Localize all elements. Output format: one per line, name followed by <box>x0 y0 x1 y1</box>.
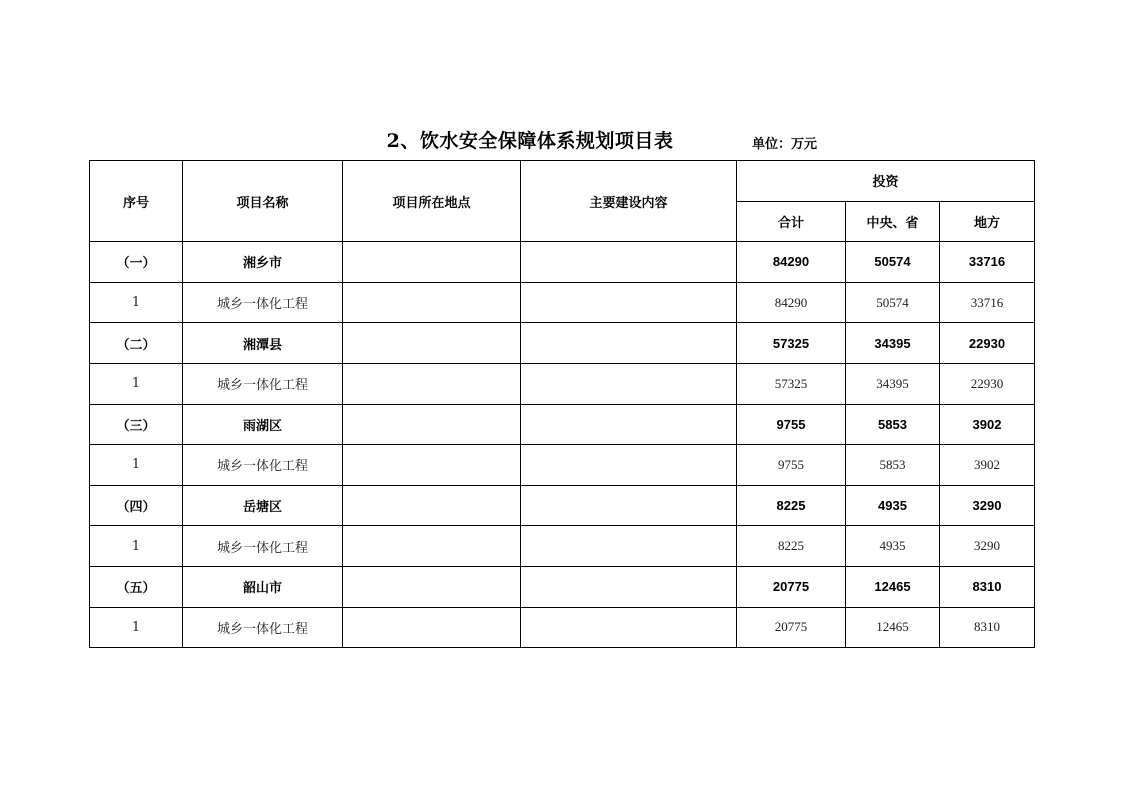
cell-local: 3902 <box>940 404 1035 445</box>
header-investment: 投资 <box>737 161 1035 202</box>
cell-content <box>521 566 737 607</box>
cell-content <box>521 485 737 526</box>
cell-central: 50574 <box>846 282 940 323</box>
cell-name: 湘乡市 <box>183 242 343 283</box>
cell-local: 22930 <box>940 363 1035 404</box>
table-row-group <box>90 242 1035 283</box>
cell-location <box>343 242 521 283</box>
cell-seq: 1 <box>90 282 183 323</box>
cell-location <box>343 485 521 526</box>
table-row-group <box>90 404 1035 445</box>
cell-total: 20775 <box>737 607 846 648</box>
table-row <box>90 363 1035 404</box>
cell-location <box>343 607 521 648</box>
cell-seq: 1 <box>90 445 183 486</box>
cell-local: 3290 <box>940 526 1035 567</box>
cell-central: 4935 <box>846 485 940 526</box>
cell-local: 22930 <box>940 323 1035 364</box>
cell-local: 3290 <box>940 485 1035 526</box>
header-content: 主要建设内容 <box>521 161 737 242</box>
cell-total: 9755 <box>737 404 846 445</box>
cell-seq: （三） <box>90 404 183 445</box>
table-row-group <box>90 323 1035 364</box>
cell-content <box>521 282 737 323</box>
table-header <box>90 161 1035 242</box>
cell-seq: 1 <box>90 363 183 404</box>
header-location: 项目所在地点 <box>343 161 521 242</box>
cell-content <box>521 242 737 283</box>
cell-local: 33716 <box>940 242 1035 283</box>
page-title: 2、饮水安全保障体系规划项目表 <box>386 130 674 152</box>
cell-total: 57325 <box>737 323 846 364</box>
cell-central: 4935 <box>846 526 940 567</box>
table-row <box>90 526 1035 567</box>
project-table <box>89 160 1035 648</box>
cell-central: 12465 <box>846 566 940 607</box>
cell-seq: 1 <box>90 607 183 648</box>
cell-central: 12465 <box>846 607 940 648</box>
cell-content <box>521 607 737 648</box>
cell-content <box>521 526 737 567</box>
cell-total: 84290 <box>737 282 846 323</box>
cell-content <box>521 363 737 404</box>
cell-content <box>521 323 737 364</box>
header-central: 中央、省 <box>846 201 940 242</box>
cell-location <box>343 445 521 486</box>
cell-central: 50574 <box>846 242 940 283</box>
cell-name: 城乡一体化工程 <box>183 445 343 486</box>
cell-content <box>521 404 737 445</box>
cell-name: 城乡一体化工程 <box>183 363 343 404</box>
cell-location <box>343 363 521 404</box>
cell-central: 5853 <box>846 445 940 486</box>
table-row-group <box>90 485 1035 526</box>
cell-total: 57325 <box>737 363 846 404</box>
cell-total: 8225 <box>737 526 846 567</box>
cell-location <box>343 526 521 567</box>
cell-central: 34395 <box>846 363 940 404</box>
cell-content <box>521 445 737 486</box>
header-local: 地方 <box>940 201 1035 242</box>
cell-name: 湘潭县 <box>183 323 343 364</box>
cell-seq: （四） <box>90 485 183 526</box>
cell-location <box>343 282 521 323</box>
cell-total: 8225 <box>737 485 846 526</box>
unit-label: 单位：万元 <box>752 137 818 152</box>
cell-central: 5853 <box>846 404 940 445</box>
cell-location <box>343 566 521 607</box>
cell-name: 城乡一体化工程 <box>183 282 343 323</box>
cell-location <box>343 323 521 364</box>
header-total: 合计 <box>737 201 846 242</box>
table-row <box>90 445 1035 486</box>
cell-name: 岳塘区 <box>183 485 343 526</box>
cell-location <box>343 404 521 445</box>
cell-total: 20775 <box>737 566 846 607</box>
cell-local: 33716 <box>940 282 1035 323</box>
cell-name: 城乡一体化工程 <box>183 607 343 648</box>
cell-seq: 1 <box>90 526 183 567</box>
table-row <box>90 282 1035 323</box>
cell-name: 雨湖区 <box>183 404 343 445</box>
cell-central: 34395 <box>846 323 940 364</box>
cell-local: 8310 <box>940 566 1035 607</box>
cell-seq: （五） <box>90 566 183 607</box>
cell-total: 9755 <box>737 445 846 486</box>
table-row <box>90 607 1035 648</box>
cell-total: 84290 <box>737 242 846 283</box>
table-row-group <box>90 566 1035 607</box>
cell-local: 3902 <box>940 445 1035 486</box>
cell-name: 韶山市 <box>183 566 343 607</box>
cell-seq: （二） <box>90 323 183 364</box>
cell-seq: （一） <box>90 242 183 283</box>
table-body <box>90 242 1035 648</box>
cell-local: 8310 <box>940 607 1035 648</box>
header-seq: 序号 <box>90 161 183 242</box>
cell-name: 城乡一体化工程 <box>183 526 343 567</box>
header-name: 项目名称 <box>183 161 343 242</box>
